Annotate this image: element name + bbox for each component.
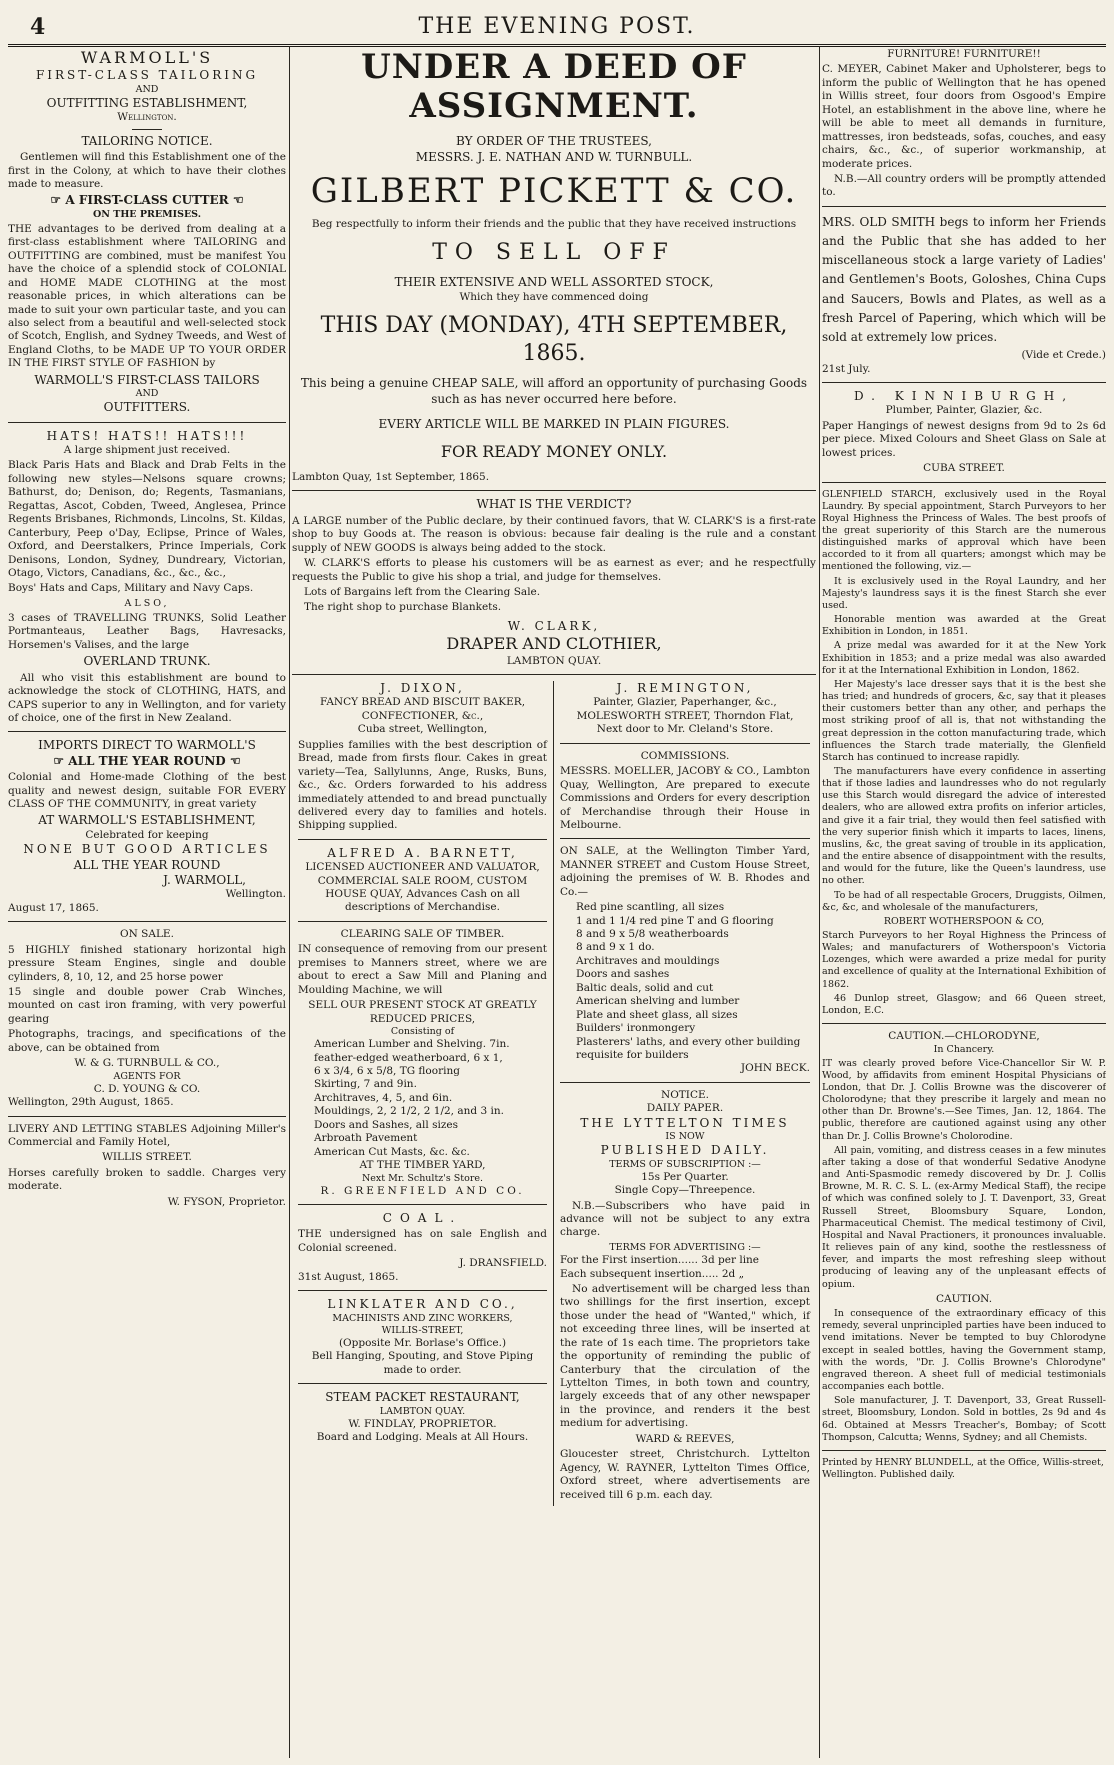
ad-heading: WHAT IS THE VERDICT? [476, 497, 632, 512]
list-item: Arbroath Pavement [314, 1132, 418, 1145]
ad-heading: LINKLATER AND CO., [327, 1297, 518, 1312]
ad-body: Honorable mention was awarded at the Great Exhibition in London, in 1851. [822, 614, 1106, 638]
ad-body: Boys' Hats and Caps, Military and Navy Caps. [8, 582, 254, 595]
list-item: American shelving and lumber [576, 995, 740, 1008]
ad-body: N.B.—All country orders will be promptly attended to. [822, 172, 1106, 199]
divider [298, 921, 547, 922]
ad-barnett [298, 846, 547, 915]
ad-subheading: FANCY BREAD AND BISCUIT BAKER, CONFECTIONER, &c., [319, 696, 526, 722]
ad-text: ON THE PREMISES. [92, 208, 202, 220]
ad-heading: THIS DAY (MONDAY), 4TH SEPTEMBER, 1865. [320, 313, 788, 367]
ad-body: IN consequence of removing from our present premises to Manners street, where we are about to erect a Saw Mill and Planing and Moulding Machine, we will [298, 943, 547, 996]
ad-body: THE advantages to be derived from dealing at a first-class establishment where TAILORING and OUTFITTING are combined, must be manifest You have the choice of a splendid stock of COLONIAL and HOME MADE CLOTHING at the most reasonable prices, in which alterations can be made to suit your own particular taste, and you can also select from a beautiful and well-selected stock of Scotch, English, and Sydney Tweeds, and West of England Cloths, to be MADE UP TO YOUR ORDER IN THE FIRST STYLE OF FASHION by [8, 222, 286, 370]
ad-subheading: AT THE TIMBER YARD, [359, 1159, 486, 1172]
ad-signature: W. & G. TURNBULL & CO., [74, 1057, 220, 1070]
divider [298, 1290, 547, 1291]
ad-subheading: ☞ ALL THE YEAR ROUND ☜ [53, 753, 241, 768]
ad-body: All pain, vomiting, and distress ceases in a few minutes after taking a dose of that wonderful Sedative Anodyne and Anti-Spasmodic remedy discovered by Dr. J. Collis Browne, M. R. C. S. L. (ex-Army Medical Staff), the recipe of which was confined solely to J. T. Davenport, 33, Great Russell Street, Bloomsbury Square, London, Pharmaceutical Chemist. The medical testimony of Civil, Hospital and Naval Practioners, it pronounces invaluable. It relieves pain of any kind, soothe the restlessness of fever, and imparts the most refreshing sleep without producing of leaving any of the unpleasant effects of opium. [822, 1144, 1106, 1290]
ad-dixon [298, 681, 547, 833]
list-item: 8 and 9 x 5/8 weatherboards [576, 928, 729, 940]
pointing-hand-icon: ☞ [50, 193, 66, 208]
pointing-hand-icon: ☜ [228, 193, 244, 208]
divider [560, 838, 810, 839]
list-item: Doors and sashes [576, 968, 670, 981]
ad-body: Horses carefully broken to saddle. Charges very moderate. [8, 1166, 286, 1193]
ad-subheading: ALL THE YEAR ROUND [73, 857, 221, 872]
ad-heading: WARMOLL'S [80, 48, 214, 67]
ad-heading: J. REMINGTON, [616, 681, 754, 696]
ad-signature: WARD & REEVES, [635, 1432, 735, 1445]
ad-text: For the First insertion...... 3d per line [560, 1254, 760, 1267]
ad-text: Wellington. [225, 888, 286, 901]
ad-text: Next door to Mr. Cleland's Store. [596, 723, 774, 736]
ad-subheading: OUTFITTING ESTABLISHMENT, [46, 95, 248, 110]
newspaper-title: THE EVENING POST. [418, 14, 696, 39]
ad-signature: R. GREENFIELD AND CO. [320, 1184, 525, 1197]
masthead [8, 6, 1106, 44]
column-right [822, 48, 1106, 1758]
ad-heading: STEAM PACKET RESTAURANT, [325, 1390, 520, 1405]
page-number: 4 [30, 14, 46, 40]
ad-furniture [822, 48, 1106, 200]
ad-subheading: MACHINISTS AND ZINC WORKERS, [332, 1312, 513, 1324]
ad-heading: PUBLISHED DAILY. [600, 1143, 770, 1158]
ad-body: Supplies families with the best description of Bread, made from firsts flour. Cakes in great variety—Tea, Sallylunns, Ange, Rusks, Buns, &c., &c. Orders forwarded to his address immediately attended to and bread punctually delivered every day to families and hotels. Shipping supplied. [298, 738, 547, 832]
ad-body: Paper Hangings of newest designs from 9d to 2s 6d per piece. Mixed Colours and Sheet Glass on Sale at lowest prices. [822, 419, 1106, 459]
ad-heading: CAUTION.—CHLORODYNE, [888, 1030, 1040, 1043]
ad-body: MRS. OLD SMITH begs to inform her Friends and the Public that she has added to her miscellaneous stock a large variety of Ladies' and Gentlemen's Boots, Goloshes, China Cups and Saucers, Bowls and Plates, as well as a fresh Parcel of Papering, which which will be sold at extremely low prices. [822, 214, 1106, 344]
ad-text: CUBA STREET. [923, 462, 1005, 475]
ad-body: A prize medal was awarded for it at the New York Exhibition in 1853; and a prize medal was also awarded for it at the International Exhibition in London, 1862. [822, 640, 1106, 676]
ad-body: LIVERY AND LETTING STABLES Adjoining Miller's Commercial and Family Hotel, [8, 1122, 286, 1149]
ad-subheading: Painter, Glazier, Paperhanger, &c., MOLESWORTH STREET, Thorndon Flat, [576, 696, 794, 722]
ad-text: LAMBTON QUAY. [379, 1405, 466, 1417]
ad-signature: OUTFITTERS. [103, 400, 191, 415]
ad-body: Gentlemen will find this Establishment one of the first in the Colony, at which to have their clothes made to measure. [8, 151, 286, 191]
ad-heading: CAUTION. [935, 1292, 993, 1305]
ad-heading: IMPORTS DIRECT TO WARMOLL'S [38, 738, 256, 753]
divider [8, 422, 286, 423]
ad-text: AND [135, 83, 159, 95]
ad-body: ON SALE, at the Wellington Timber Yard, MANNER STREET and Custom House Street, adjoining the premises of W. B. Rhodes and Co.— [560, 845, 810, 898]
ad-heading: ALFRED A. BARNETT, [327, 845, 518, 860]
ad-chlorodyne [822, 1030, 1106, 1444]
list-item: Plasterers' laths, and every other building requisite for builders [576, 1035, 801, 1061]
divider [298, 1383, 547, 1384]
pointing-hand-icon: ☞ [53, 753, 69, 768]
list-item: Baltic deals, solid and cut [576, 981, 714, 994]
ad-text: 15s Per Quarter. [641, 1170, 729, 1183]
ad-body: No advertisement will be charged less than two shillings for the first insertion, except those under the head of "Wanted," which, if not exceeding three lines, will be inserted at the rate of 1s each time. The proprietors take the opportunity of reminding the public of Canterbury that the circulation of the Lyttelton Times, in both town and country, largely exceeds that of any other newspaper in the province, and renders it the best medium for advertising. [560, 1282, 810, 1430]
ad-date: Lambton Quay, 1st September, 1865. [292, 470, 490, 483]
list-item: Builders' ironmongery [576, 1022, 696, 1035]
ad-text: WILLIS-STREET, [381, 1324, 464, 1336]
ad-body: Photographs, tracings, and specifications of the above, can be obtained from [8, 1028, 286, 1054]
ad-lyttelton-times [560, 1089, 810, 1502]
ad-body: MESSRS. MOELLER, JACOBY & CO., Lambton Quay, Wellington, Are prepared to execute Commissions and Orders for every description of Merchandise through their House in Melbourne. [560, 765, 810, 831]
ad-heading: TAILORING NOTICE. [81, 133, 213, 148]
ad-heading: UNDER A DEED OF ASSIGNMENT. [361, 48, 747, 127]
ad-body: Colonial and Home-made Clothing of the best quality and newest design, suitable FOR EVERY CLASS OF THE COMMUNITY, in great variety [8, 771, 286, 810]
ad-heading: J. DIXON, [380, 681, 465, 696]
ad-heading: ON SALE. [120, 928, 174, 941]
list-item: 8 and 9 x 1 do. [576, 941, 655, 954]
ad-signature: W. FINDLAY, PROPRIETOR. [348, 1417, 497, 1430]
center-subcolumns [292, 681, 816, 1506]
column-divider [819, 46, 820, 1758]
masthead-rule [8, 44, 1106, 47]
ad-onsale [8, 928, 286, 1109]
ad-text: (Opposite Mr. Borlase's Office.) [338, 1336, 507, 1349]
ad-linklater [298, 1297, 547, 1377]
ad-heading: NOTICE. [661, 1088, 709, 1101]
ad-date: Wellington, 29th August, 1865. [8, 1096, 174, 1109]
ad-body: To be had of all respectable Grocers, Druggists, Oilmen, &c, &c, and wholesale of the manufacturers, [822, 889, 1106, 913]
ad-body: This being a genuine CHEAP SALE, will afford an opportunity of purchasing Goods such as has never occurred here before. [300, 376, 808, 406]
ad-text: C. D. YOUNG & CO. [93, 1082, 201, 1095]
ad-heading: TO SELL OFF [432, 240, 676, 266]
column-left [8, 48, 286, 1758]
ad-text: LAMBTON QUAY. [506, 654, 602, 667]
ad-text: AND [135, 388, 159, 400]
ad-text: Each subsequent insertion..... 2d „ [560, 1267, 745, 1280]
divider [292, 674, 816, 675]
ad-body: All who visit this establishment are bound to acknowledge the stock of CLOTHING, HATS, and CAPS superior to any in Wellington, and for variety of choice, one of the first in New Zealand. [8, 671, 286, 724]
imprint: Printed by HENRY BLUNDELL, at the Office, Willis-street, Wellington. Published daily. [822, 1456, 1104, 1480]
ad-body: It is exclusively used in the Royal Laundry, and her Majesty's laundress says it is the finest Starch she ever used. [822, 575, 1106, 611]
ad-text: Which they have commenced doing [459, 290, 649, 303]
divider [132, 129, 162, 130]
ad-subheading: THEIR EXTENSIVE AND WELL ASSORTED STOCK, [394, 275, 714, 290]
ad-heading: HATS! HATS!! HATS!!! [46, 428, 248, 443]
subcolumn-right [554, 681, 816, 1506]
ad-subheading: SELL OUR PRESENT STOCK AT GREATLY REDUCED PRICES, [308, 999, 537, 1025]
ad-timber-yard [560, 845, 810, 1075]
ad-heading: D. KINNIBURGH, [853, 389, 1075, 403]
timber-list [298, 1038, 547, 1159]
ad-body: 5 HIGHLY finished stationary horizontal high pressure Steam Engines, single and double cylinders, 8, 10, 12, and 25 horse power [8, 943, 286, 983]
ad-body: GLENFIELD STARCH, exclusively used in the Royal Laundry. By special appointment, Starch Purveyors to her Royal Highness the Princess of Wales. The best proofs of the great superiority of this Starch are the numerous distinguished marks of approval which have been accorded to it from all quarters; amongst which may be mentioned the following, viz.— [822, 488, 1106, 573]
divider [560, 743, 810, 744]
ad-body: W. CLARK'S efforts to please his customers will be as earnest as ever; and he respectfully requests the Public to give his shop a trial, and judge for themselves. [292, 557, 816, 583]
ad-subheading: AT WARMOLL'S ESTABLISHMENT, [38, 813, 256, 828]
ad-date: August 17, 1865. [8, 901, 99, 914]
list-item: Mouldings, 2, 2 1/2, 2 1/2, and 3 in. [314, 1105, 504, 1118]
list-item: Doors and Sashes, all sizes [314, 1118, 458, 1131]
ad-body: Sole manufacturer, J. T. Davenport, 33, Great Russell-street, Bloomsbury, London. Sold in bottles, 2s 9d and 4s 6d. Obtained at Messrs Treacher's, Bombay; of Scott Thompson, Calcutta; Wenns, Sydney; and all Chemists. [822, 1395, 1106, 1443]
ad-hats [8, 429, 286, 726]
ad-body: COMMERCIAL SALE ROOM, CUSTOM HOUSE QUAY, Advances Cash on all descriptions of Merchandise. [317, 874, 528, 914]
divider [822, 382, 1106, 383]
ad-body: Bell Hanging, Spouting, and Stove Piping made to order. [311, 1350, 534, 1376]
ad-commissions [560, 750, 810, 833]
ad-text: Cuba street, Wellington, [357, 723, 488, 736]
divider [298, 839, 547, 840]
ad-text: Consisting of [390, 1025, 455, 1037]
ad-body: IT was clearly proved before Vice-Chancellor Sir W. P. Wood, by affidavits from eminent Hospital Physicians of London, that Dr. J. Collis Browne was the discoverer of Cholorodyne; that they prescribe it largely and mean no other than Dr. Browne's.—See Times, Jan. 12, 1864. The public, therefore are cautioned against using any other than Dr. J. Collis Browne's Cholorodine. [822, 1057, 1106, 1142]
divider [298, 1204, 547, 1205]
divider [292, 490, 816, 491]
ad-coal [298, 1211, 547, 1284]
ad-body: THE undersigned has on sale English and Colonial screened. [298, 1228, 547, 1254]
ad-heading: THE LYTTELTON TIMES [580, 1115, 790, 1130]
ad-text: ALSO, [124, 597, 170, 609]
ad-subheading: A large shipment just received. [63, 444, 231, 457]
list-item: 1 and 1 1/4 red pine T and G flooring [576, 914, 774, 927]
ad-subheading: LICENSED AUCTIONEER AND VALUATOR, [305, 861, 540, 874]
ad-body: Gloucester street, Christchurch. Lyttelton Agency, W. RAYNER, Lyttelton Times Office, Oxford street, where advertisements are received till 6 p.m. each day. [560, 1448, 810, 1501]
ad-body: A LARGE number of the Public declare, by their continued favors, that W. CLARK'S is a first-rate shop to buy Goods at. The reason is obvious: because fair dealing is the rule and a constant supply of NEW GOODS is always being added to the stock. [292, 514, 816, 554]
ad-signature: JOHN BECK. [740, 1062, 810, 1075]
ad-body: Black Paris Hats and Black and Drab Felts in the following new styles—Nelsons square crowns; Bathurst, do; Denison, do; Regents, Tasmanians, Regattas, Ascot, Cobden, Tweed, Anglesea, Prince Regents Brisbanes, Richmonds, Lincolns, St. Kildas, Canterbury, Peep o'Day, Eclipse, Prince of Wales, Oxford, and Deerstalkers, Prince Imperials, Cork Denisons, London, Sydney, Dundreary, Victorian, Otago, Victors, Canadians, &c., &c., &c., [8, 459, 286, 579]
ad-text: TERMS OF SUBSCRIPTION :— [609, 1158, 761, 1170]
ad-subheading: DAILY PAPER. [646, 1102, 724, 1115]
ad-body: 3 cases of TRAVELLING TRUNKS, Solid Leather Portmanteaus, Leather Bags, Havresacks, Horsemen's Valises, and the large [8, 611, 286, 651]
ad-date: 31st August, 1865. [298, 1270, 399, 1283]
ad-signature: W. FYSON, Proprietor. [167, 1195, 286, 1208]
ad-text: BY ORDER OF THE TRUSTEES, [456, 134, 652, 149]
ad-subheading: FIRST-CLASS TAILORING [35, 68, 259, 83]
list-item: Red pine scantling, all sizes [576, 901, 725, 914]
ad-body: Board and Lodging. Meals at All Hours. [316, 1431, 529, 1444]
ad-body: N.B.—Subscribers who have paid in advance will not be subject to any extra charge. [560, 1199, 810, 1239]
ad-heading: FOR READY MONEY ONLY. [440, 442, 668, 462]
pointing-hand-icon: ☜ [225, 753, 241, 768]
ad-heading: COAL. [382, 1211, 463, 1226]
ad-subheading: EVERY ARTICLE WILL BE MARKED IN PLAIN FIGURES. [378, 417, 730, 432]
ad-text: TERMS FOR ADVERTISING :— [609, 1241, 761, 1253]
ad-text: Celebrated for keeping [85, 828, 209, 841]
divider [8, 921, 286, 922]
ad-old-smith [822, 213, 1106, 376]
list-item: Architraves, 4, 5, and 6in. [314, 1091, 453, 1104]
ad-firm-name: GILBERT PICKETT & CO. [310, 170, 798, 211]
ad-signature: W. CLARK, [507, 618, 601, 633]
ad-verdict [292, 497, 816, 668]
ad-subheading: OVERLAND TRUNK. [83, 654, 211, 669]
ad-signature: ROBERT WOTHERSPOON & CO, [883, 915, 1045, 927]
divider [822, 482, 1106, 483]
ad-text: (Vide et Crede.) [1021, 349, 1106, 362]
list-item: American Lumber and Shelving. 7in. [314, 1038, 510, 1051]
ad-body: In consequence of the extraordinary efficacy of this remedy, several unprincipled parties have been induced to vend imitations. Never be tempted to buy Chlorodyne except in sealed bottles, having the Government stamp, with the words, "Dr. J. Collis Browne's Chlorodyne" engraved thereon. A sheet full of medicial testimonials accompanies each bottle. [822, 1308, 1106, 1393]
list-item: American Cut Masts, &c. &c. [314, 1145, 470, 1158]
divider [8, 731, 286, 732]
ad-heading: COMMISSIONS. [640, 749, 730, 762]
ad-heading: ☞ A FIRST-CLASS CUTTER ☜ [50, 193, 244, 208]
ad-body: Beg respectfully to inform their friends and the public that they have received instructions [311, 217, 797, 230]
list-item: Skirting, 7 and 9in. [314, 1078, 417, 1091]
ad-text: AGENTS FOR [113, 1070, 181, 1082]
subcolumn-left [292, 681, 554, 1506]
divider [822, 1023, 1106, 1024]
ad-body: C. MEYER, Cabinet Maker and Upholsterer, begs to inform the public of Wellington that he has opened in Willis street, four doors from Osgood's Empire Hotel, an establishment in the above line, where he will be able to meet all demands in furniture, mattresses, iron bedsteads, sofas, couches, and easy chairs, &c., &c., of superior workmanship, at moderate prices. [822, 63, 1106, 170]
ad-body: 46 Dunlop street, Glasgow; and 66 Queen street, London, E.C. [822, 992, 1106, 1016]
ad-body: Starch Purveyors to her Royal Highness the Princess of Wales; and manufacturers of Wotherspoon's Victoria Lozenges, which were awarded a prize medal for purity and excellence of quality at the International Exhibition of 1862. [822, 930, 1106, 990]
ad-subheading: Plumber, Painter, Glazier, &c. [885, 404, 1043, 417]
ad-subheading: NONE BUT GOOD ARTICLES [23, 842, 271, 857]
column-center [292, 48, 816, 1758]
list-item: 6 x 3/4, 6 x 5/8, TG flooring [314, 1065, 460, 1078]
ad-text: Wellington. [117, 111, 177, 124]
ad-signature: WARMOLL'S FIRST-CLASS TAILORS [34, 372, 260, 387]
ad-warmoll [8, 48, 286, 416]
ad-subheading: In Chancery. [933, 1043, 995, 1055]
divider [822, 206, 1106, 207]
ad-heading: FURNITURE! FURNITURE!! [887, 48, 1041, 60]
list-item: Architraves and mouldings [576, 954, 720, 967]
ad-body: Lots of Bargains left from the Clearing Sale. [304, 585, 541, 598]
divider [822, 1450, 1106, 1451]
column-divider [289, 46, 290, 1758]
ad-body: 15 single and double power Crab Winches, mounted on cast iron framing, with very powerful gearing [8, 985, 286, 1025]
ad-heading: CLEARING SALE OF TIMBER. [340, 927, 505, 940]
ad-signature: J. WARMOLL, [163, 872, 246, 887]
list-item: feather-edged weatherboard, 6 x 1, [314, 1051, 503, 1064]
ad-text: IS NOW [665, 1131, 705, 1143]
ad-glenfield-starch [822, 489, 1106, 1018]
divider [8, 1116, 286, 1117]
ad-signature: J. DRANSFIELD. [459, 1257, 547, 1270]
timber-list [560, 901, 810, 1062]
ad-body: The right shop to purchase Blankets. [304, 601, 502, 614]
ad-steam-packet [298, 1390, 547, 1444]
ad-remington [560, 681, 810, 737]
ad-body: Her Majesty's lace dresser says that it is the best she has tried; and hundreds of grocers, &c, say that it pleases their customers better than any other, and perhaps the most striking proof of all is, that not withstanding the great depression in the cotton manufacturing trade, which influences the Starch trade materially, the Glenfield Starch has continued to increase rapidly. [822, 678, 1106, 763]
list-item: Plate and sheet glass, all sizes [576, 1008, 738, 1021]
divider [560, 1082, 810, 1083]
ad-text: Single Copy—Threepence. [614, 1184, 756, 1197]
ad-text: Next Mr. Schultz's Store. [361, 1172, 484, 1184]
ad-timber [298, 928, 547, 1198]
ad-subheading: DRAPER AND CLOTHIER, [446, 634, 662, 654]
ad-subheading: WILLIS STREET. [102, 1151, 192, 1164]
ad-body: The manufacturers have every confidence in asserting that if those ladies and laundresses who do not regularly use this Starch would disregard the advice of interested dealers, who are allowed extra profits on inferior articles, and give it a fair trial, they would then feel satisfied with the very superior finish which it imparts to laces, linens, muslins, &c, the great saving of trouble in its application, and the entire absence of disappointment with the results, and would for the future, like the Queen's laundress, use no other. [822, 765, 1106, 887]
ad-livery [8, 1123, 286, 1210]
ad-kinniburgh [822, 389, 1106, 476]
ad-imports [8, 738, 286, 915]
ad-deed-of-assignment [292, 48, 816, 484]
ad-text: MESSRS. J. E. NATHAN AND W. TURNBULL. [415, 149, 693, 164]
ad-date: 21st July. [822, 362, 871, 375]
